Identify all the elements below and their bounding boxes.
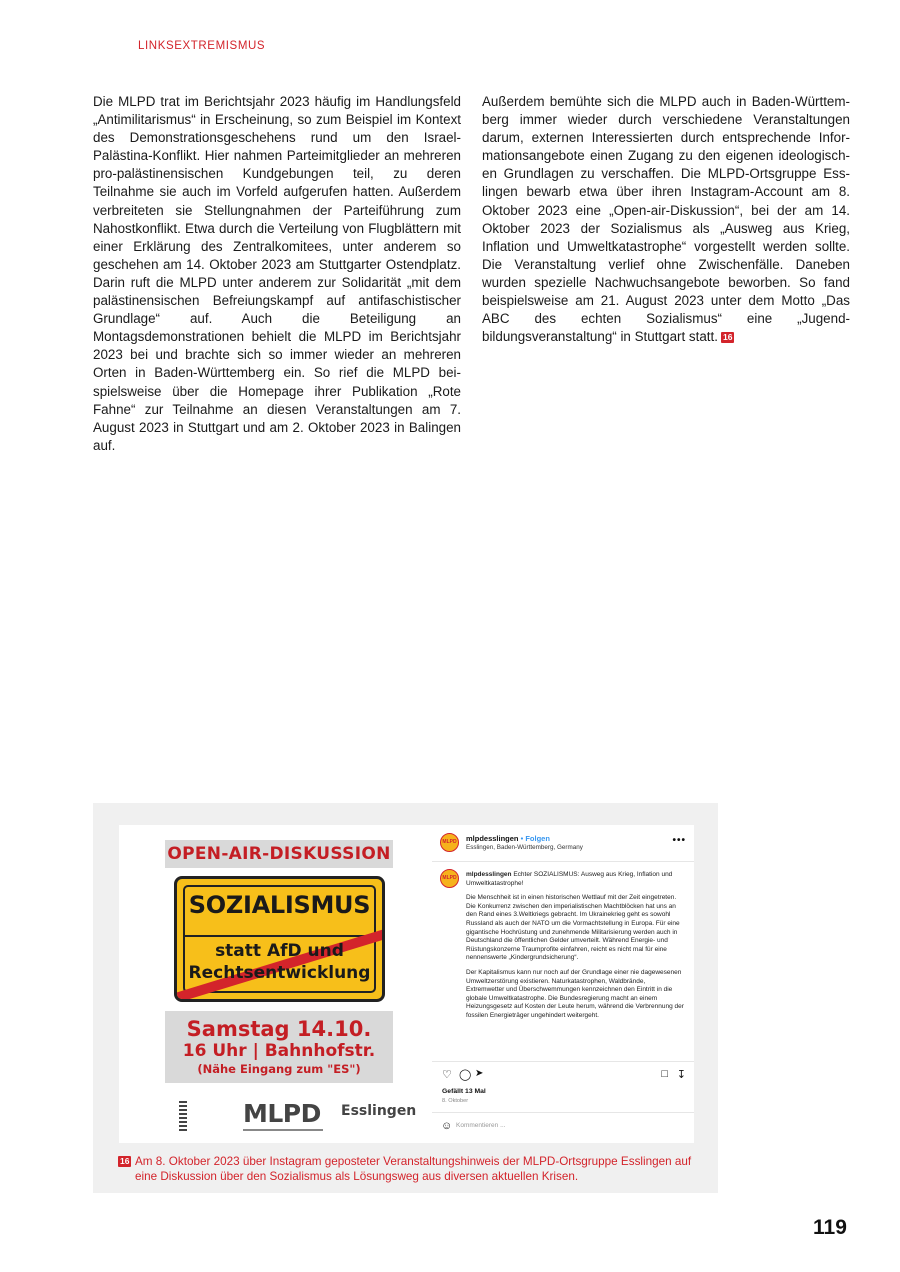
like-count[interactable]: Gefällt 13 Mal [442, 1088, 486, 1095]
avatar[interactable]: MLPD [440, 833, 459, 852]
figure-image [119, 825, 694, 1143]
page-number: 119 [813, 1216, 847, 1239]
download-icon[interactable]: ↧ [676, 1069, 686, 1081]
sign-divider [185, 935, 374, 937]
figure-number: 16 [120, 1156, 130, 1166]
poster-location-hint: (Nähe Eingang zum "ES") [197, 1062, 361, 1076]
caption-paragraph-1: Die Menschheit ist in einen historischen Wettlauf mit der Zeit eingetreten. Die Konkurrenz zwischen den imperialistischen Machtblöcken hat uns an den Rand eines 3.Weltkriegs gebracht. Im Ukrainekrieg geht es sowohl Russland als auch der NATO um die Vormachtstellung in Europa. Für eine gigantische Hochrüstung und zunehmende Militarisierung werden auch in Deutschland die öffentlichen Gelder umverteilt. Während Energie- und Rüstungskonzerne Traumprofite einfahren, reicht es nicht mal für eine nennenswerte „Kindergrundsicherung“. [466, 894, 680, 962]
divider [432, 1112, 694, 1113]
figure-caption [118, 1154, 708, 1184]
divider [432, 1061, 694, 1062]
right-column-text [482, 93, 850, 346]
share-icon[interactable]: ➤ [475, 1068, 484, 1079]
imprint-mark [179, 1101, 187, 1131]
instagram-username[interactable] [466, 834, 550, 843]
username-text[interactable]: mlpdesslingen [466, 834, 519, 843]
left-column-paragraph: Die MLPD trat im Berichtsjahr 2023 häufig im Handlungsfeld „Antimilitarismus“ in Erscheinung, so zum Beispiel im Kontext des Demonstrationsgeschehens rund um den Israel-Palästina-Konflikt. Hier nahmen Parteimitglieder an mehreren pro-palästinensischen Kundgebungen teil, zu deren Teilnahme sie auch im Vorfeld aufgerufen hatten. Außerdem verbreiteten sie Stellungnahmen der Parteiführung zum Nahostkonflikt. Etwa durch die Verteilung von Flugblättern mit einer Erklärung des Zentralkomitees, unter anderem so geschehen am 14. Oktober 2023 am Stuttgarter Ostendplatz. Darin ruft die MLPD unter anderem zur Solidarität „mit dem palästinensischen Befreiungskampf auf antifaschistischer Grundlage“ auf. Auch die Beteiligung an Montagsdemonstrationen behielt die MLPD im Berichtsjahr 2023 bei und brachte sich so immer wieder an mehreren Orten in Baden-Württemberg ein. So rief die MLPD beispielsweise über die Homepage ihrer Publikation „Rote Fahne“ zur Teilnahme an diesen Veranstaltungen am 7. August 2023 in Stuttgart und am 2. Oktober 2023 in Balingen auf. [93, 94, 461, 453]
instagram-post [432, 825, 694, 1143]
left-column-text [93, 93, 461, 455]
follow-button[interactable]: • Folgen [520, 834, 550, 843]
caption-paragraph-2: Der Kapitalismus kann nur noch auf der Grundlage einer nie dagewesenen Umweltzerstörung existieren. Naturkatastrophen, Waldbrände, Extremwetter und Überschwemmungen kennzeichnen den Eintritt in die globale Umweltkatastrophe. Die Bundesregierung macht an einem Heizungsgesetz auf Kosten der Leute herum, während die Verbrennung der fossilen Energieträger ungehindert weitergeht. [466, 968, 684, 1019]
divider [432, 861, 694, 862]
post-actions [442, 1068, 686, 1082]
bookmark-icon[interactable]: □ [661, 1068, 668, 1080]
sign-line-1: statt AfD und [215, 941, 344, 961]
heart-icon[interactable]: ♡ [442, 1069, 452, 1081]
comment-input[interactable]: Kommentieren ... [456, 1122, 506, 1129]
comment-icon[interactable]: ◯ [459, 1069, 472, 1081]
more-options-icon[interactable]: ••• [672, 835, 686, 846]
mlpd-logo [173, 1095, 417, 1135]
logo-city: Esslingen [341, 1103, 417, 1119]
caption-avatar[interactable]: MLPD [440, 869, 459, 888]
caption-headline: Echter SOZIALISMUS: Ausweg aus Krieg, Inflation und Umweltkatastrophe! [466, 871, 673, 887]
poster-date: Samstag 14.10. [186, 1017, 372, 1041]
emoji-icon[interactable]: ☺ [441, 1120, 453, 1132]
poster-date-box [165, 1011, 393, 1083]
right-column-paragraph: Außerdem bemühte sich die MLPD auch in Baden-Württemberg immer wieder durch verschiedene Veranstaltungen darum, externen Interessierten durch entsprechende Informationsangebote einen Zugang zu den eigenen ideologischen Grundlagen zu verschaffen. Die MLPD-Ortsgruppe Esslingen bewarb etwa über ihren Instagram-Account am 8. Oktober 2023 eine „Open-air-Diskussion“, bei der am 14. Oktober 2023 der Sozialismus als „Ausweg aus Krieg, Inflation und Umweltkatastrophe“ vorgestellt werden sollte. Die Veranstaltung verlief ohne Zwischenfälle. Daneben wurden spezielle Nachwuchsangebote beworben. So fand beispielsweise am 21. August 2023 unter dem Motto „Das ABC des echten Sozialismus“ eine „Jugendbildungsveranstaltung“ in Stuttgart statt. [482, 94, 850, 345]
post-date: 8. Oktober [442, 1098, 469, 1104]
town-sign [174, 876, 385, 1002]
instagram-location[interactable]: Esslingen, Baden-Württemberg, Germany [466, 844, 583, 851]
poster-banner: OPEN-AIR-DISKUSSION [165, 840, 393, 868]
section-label: LINKSEXTREMISMUS [138, 40, 266, 52]
event-poster [119, 825, 419, 1143]
figure-caption-text: Am 8. Oktober 2023 über Instagram geposteter Veranstaltungshinweis der MLPD-Ortsgruppe Esslingen auf eine Diskussion über den Sozialismus als Lösungsweg aus diversen aktuellen Krisen. [135, 1155, 692, 1184]
poster-time-place: 16 Uhr | Bahnhofstr. [182, 1041, 376, 1061]
caption-username[interactable]: mlpdesslingen [466, 871, 512, 878]
instagram-caption [466, 871, 684, 1027]
sign-line-2: Rechtsentwicklung [188, 963, 371, 983]
footnote-reference[interactable]: 16 [722, 332, 733, 343]
figure [93, 803, 718, 1193]
logo-underline [243, 1129, 323, 1131]
logo-text: MLPD [243, 1099, 321, 1128]
sign-title: SOZIALISMUS [188, 891, 371, 919]
